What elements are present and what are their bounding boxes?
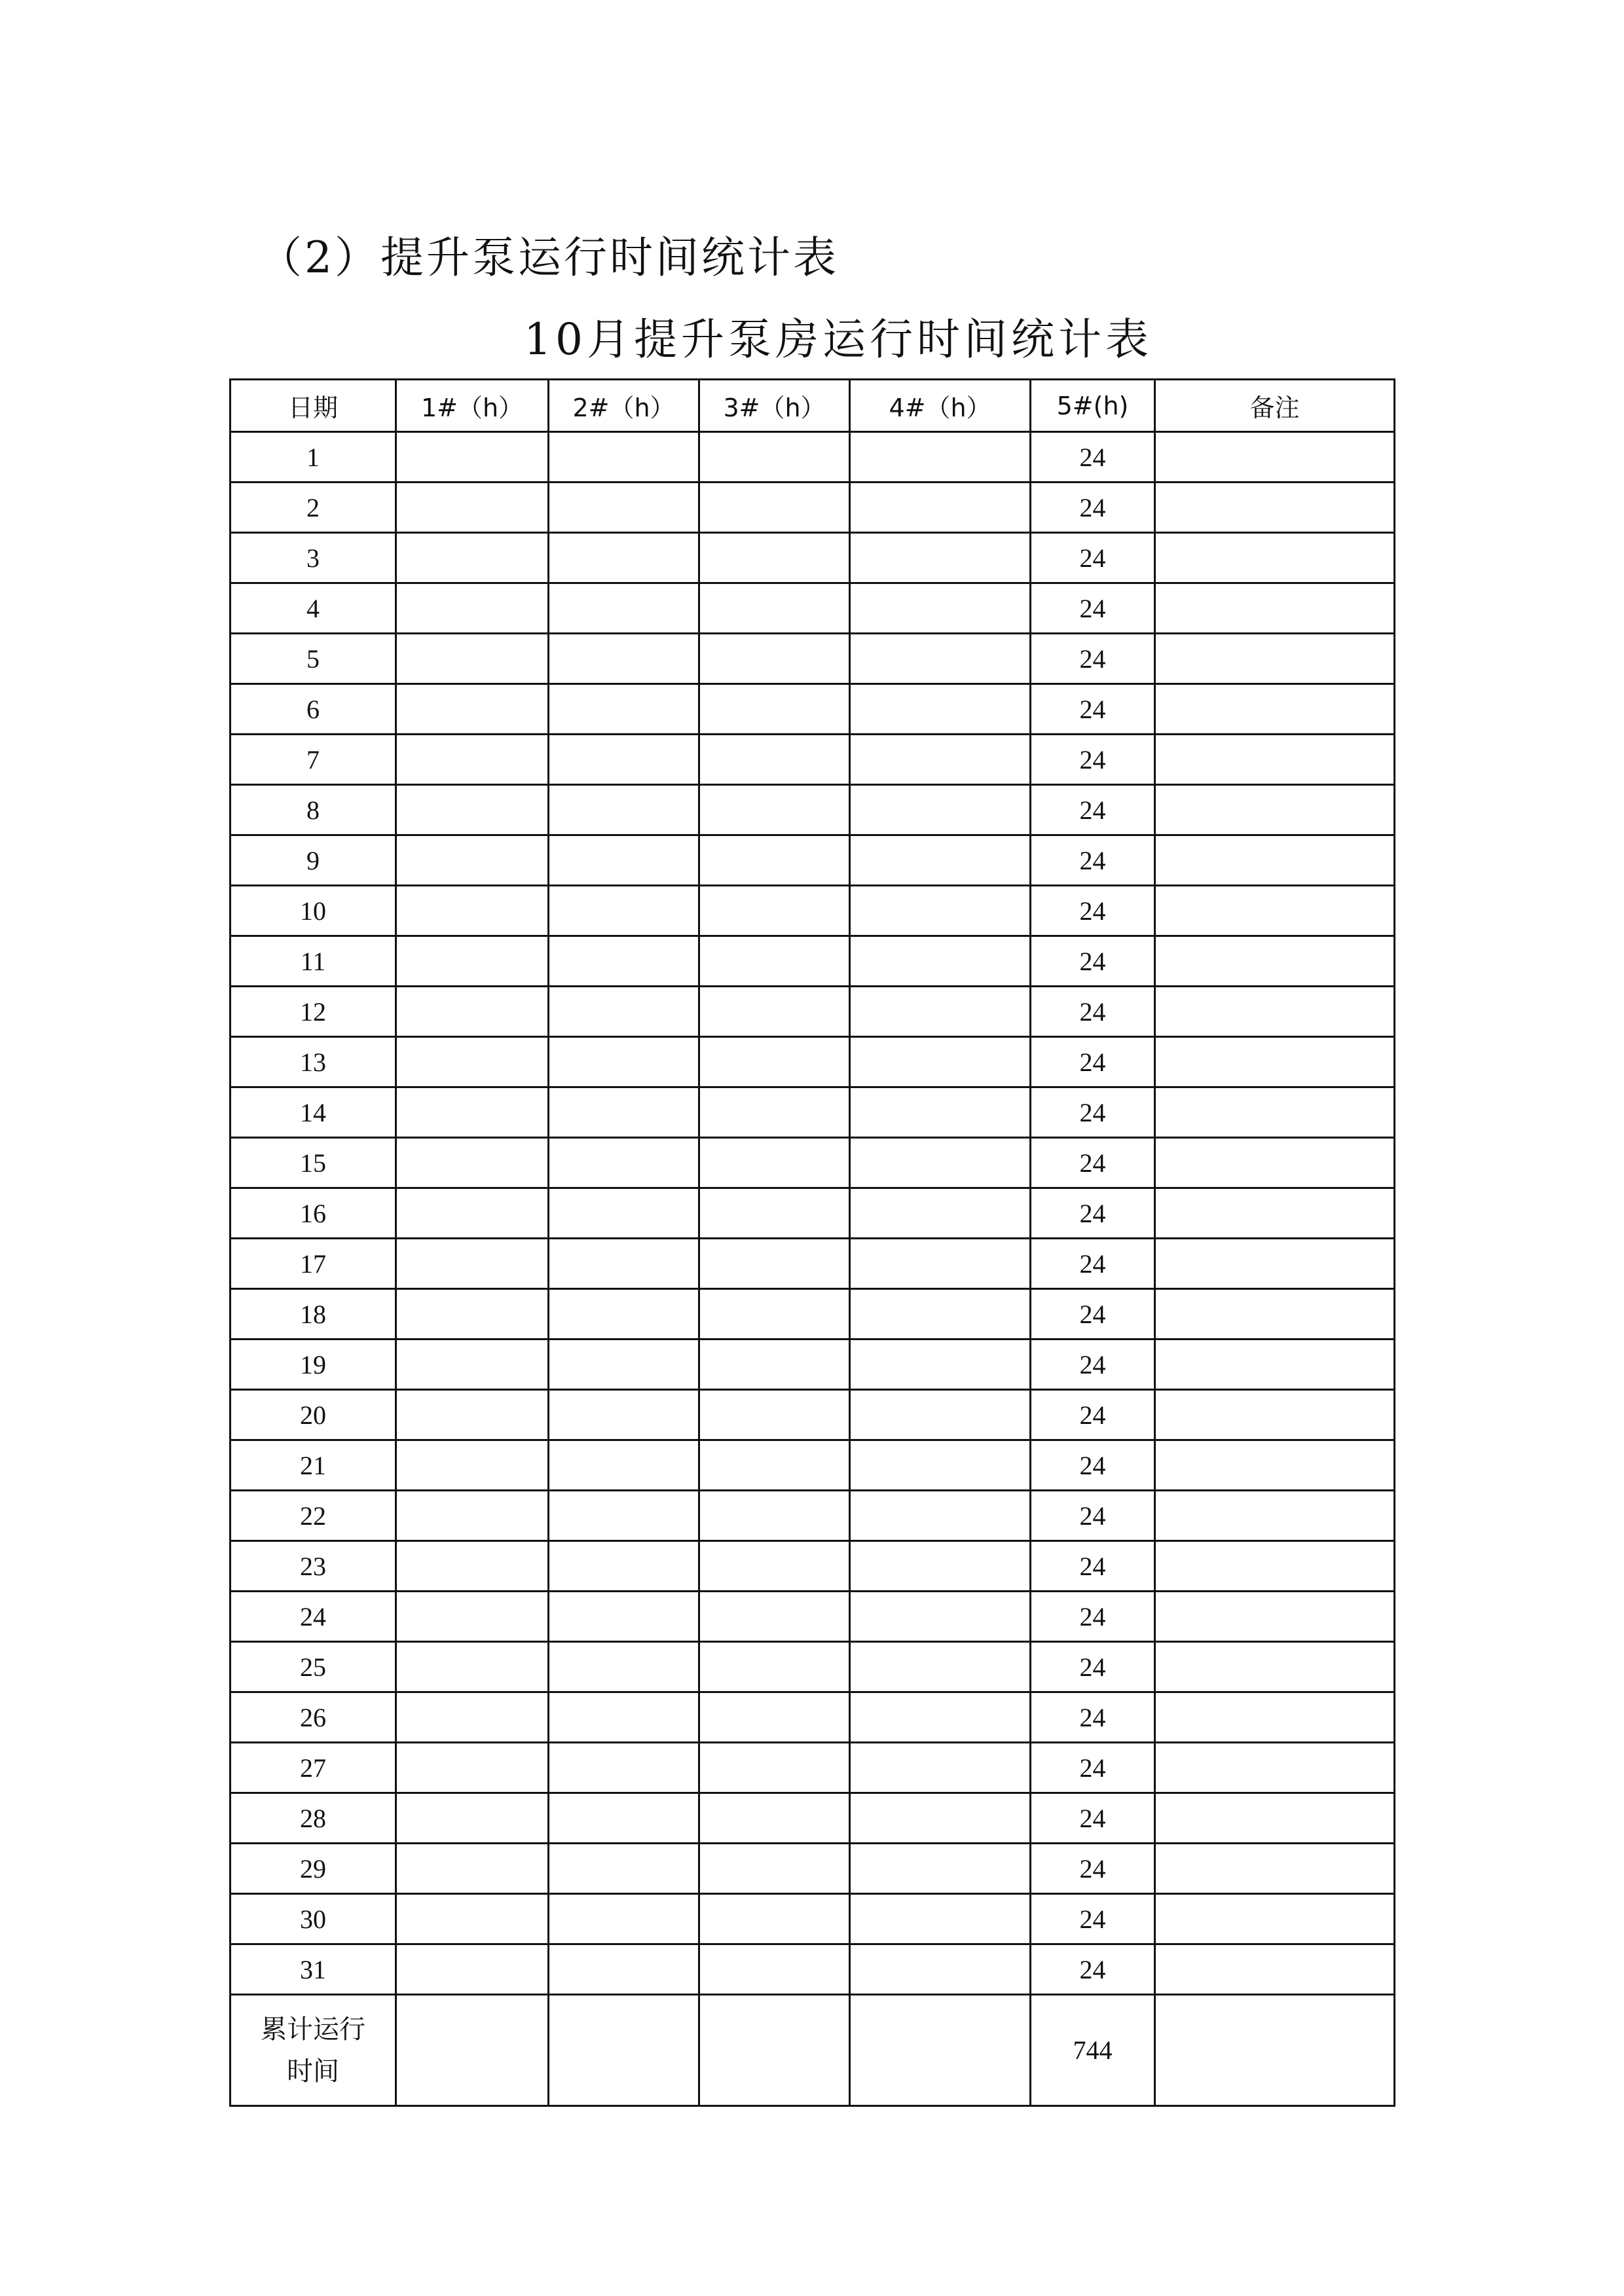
cell-pump-2 xyxy=(549,1440,699,1491)
cell-pump-4 xyxy=(850,1390,1031,1440)
cell-pump-3 xyxy=(699,432,850,483)
cell-remarks xyxy=(1155,1743,1395,1793)
cell-pump-2 xyxy=(549,432,699,483)
cell-pump-4 xyxy=(850,1440,1031,1491)
table-row xyxy=(231,936,1395,987)
cell-pump-2 xyxy=(549,1239,699,1289)
cell-pump-4 xyxy=(850,1743,1031,1793)
cell-pump-4 xyxy=(850,785,1031,835)
table-row xyxy=(231,533,1395,583)
cell-pump-5: 24 xyxy=(1031,1087,1155,1138)
table-body xyxy=(231,432,1395,2106)
header-pump-2: 2#（h） xyxy=(549,380,699,432)
cell-pump-2 xyxy=(549,1037,699,1087)
cell-pump-5: 24 xyxy=(1031,1692,1155,1743)
cell-pump-3 xyxy=(699,483,850,533)
header-date: 日期 xyxy=(231,380,396,432)
cell-pump-1 xyxy=(396,886,549,936)
total-cell-pump-4 xyxy=(850,1995,1031,2106)
cell-remarks xyxy=(1155,1138,1395,1188)
cell-pump-4 xyxy=(850,483,1031,533)
cell-pump-5: 24 xyxy=(1031,1239,1155,1289)
table-row xyxy=(231,1037,1395,1087)
cell-pump-4 xyxy=(850,1188,1031,1239)
cell-pump-3 xyxy=(699,987,850,1037)
cell-pump-4 xyxy=(850,936,1031,987)
cell-pump-3 xyxy=(699,634,850,684)
cell-date: 23 xyxy=(231,1541,396,1592)
header-pump-5: 5#(h) xyxy=(1031,380,1155,432)
cell-pump-5: 24 xyxy=(1031,1491,1155,1541)
cell-pump-1 xyxy=(396,1440,549,1491)
table-title: 10月提升泵房运行时间统计表 xyxy=(524,314,1153,365)
cell-pump-1 xyxy=(396,1541,549,1592)
cell-pump-4 xyxy=(850,1642,1031,1692)
cell-pump-2 xyxy=(549,835,699,886)
cell-pump-4 xyxy=(850,684,1031,735)
cell-date: 21 xyxy=(231,1440,396,1491)
cell-remarks xyxy=(1155,1844,1395,1894)
cell-remarks xyxy=(1155,1087,1395,1138)
cell-pump-4 xyxy=(850,1289,1031,1339)
cell-pump-1 xyxy=(396,1339,549,1390)
cell-pump-4 xyxy=(850,1037,1031,1087)
cell-pump-3 xyxy=(699,1339,850,1390)
cell-pump-3 xyxy=(699,1743,850,1793)
cell-pump-4 xyxy=(850,1944,1031,1995)
cell-pump-1 xyxy=(396,1087,549,1138)
cell-pump-2 xyxy=(549,583,699,634)
total-cell-pump-2 xyxy=(549,1995,699,2106)
cell-remarks xyxy=(1155,634,1395,684)
table-row xyxy=(231,1491,1395,1541)
cell-date: 12 xyxy=(231,987,396,1037)
cell-pump-5: 24 xyxy=(1031,684,1155,735)
cell-date: 28 xyxy=(231,1793,396,1844)
cell-date: 13 xyxy=(231,1037,396,1087)
table-row xyxy=(231,1592,1395,1642)
cell-pump-1 xyxy=(396,1239,549,1289)
cell-pump-2 xyxy=(549,533,699,583)
cell-pump-4 xyxy=(850,1087,1031,1138)
table-row xyxy=(231,1339,1395,1390)
table-row xyxy=(231,886,1395,936)
cell-pump-5: 24 xyxy=(1031,1390,1155,1440)
cell-pump-5: 24 xyxy=(1031,785,1155,835)
table-row xyxy=(231,583,1395,634)
cell-date: 22 xyxy=(231,1491,396,1541)
cell-remarks xyxy=(1155,1894,1395,1944)
cell-pump-1 xyxy=(396,1138,549,1188)
cell-remarks xyxy=(1155,483,1395,533)
cell-pump-3 xyxy=(699,1793,850,1844)
cell-date: 29 xyxy=(231,1844,396,1894)
cell-remarks xyxy=(1155,1642,1395,1692)
total-cell-pump-5: 744 xyxy=(1031,1995,1155,2106)
cell-remarks xyxy=(1155,886,1395,936)
cell-pump-4 xyxy=(850,835,1031,886)
cell-pump-3 xyxy=(699,1239,850,1289)
cell-date: 19 xyxy=(231,1339,396,1390)
cell-pump-5: 24 xyxy=(1031,1138,1155,1188)
header-pump-3: 3#（h） xyxy=(699,380,850,432)
cell-pump-5: 24 xyxy=(1031,735,1155,785)
cell-pump-2 xyxy=(549,936,699,987)
table-row xyxy=(231,735,1395,785)
cell-pump-4 xyxy=(850,1239,1031,1289)
cell-date: 30 xyxy=(231,1894,396,1944)
cell-pump-2 xyxy=(549,1642,699,1692)
cell-pump-1 xyxy=(396,684,549,735)
cell-remarks xyxy=(1155,1289,1395,1339)
section-heading: （2）提升泵运行时间统计表 xyxy=(259,232,839,283)
cell-pump-3 xyxy=(699,785,850,835)
cell-pump-4 xyxy=(850,1138,1031,1188)
cell-remarks xyxy=(1155,1339,1395,1390)
total-cell-remarks xyxy=(1155,1995,1395,2106)
cell-remarks xyxy=(1155,1037,1395,1087)
cell-date: 8 xyxy=(231,785,396,835)
cell-remarks xyxy=(1155,1390,1395,1440)
cell-pump-3 xyxy=(699,533,850,583)
cell-pump-3 xyxy=(699,886,850,936)
cell-pump-3 xyxy=(699,1491,850,1541)
cell-pump-1 xyxy=(396,1289,549,1339)
cell-pump-2 xyxy=(549,785,699,835)
cell-pump-3 xyxy=(699,1138,850,1188)
table-row xyxy=(231,987,1395,1037)
cell-date: 18 xyxy=(231,1289,396,1339)
cell-pump-2 xyxy=(549,1894,699,1944)
table-row xyxy=(231,1642,1395,1692)
cell-pump-2 xyxy=(549,987,699,1037)
table-row xyxy=(231,432,1395,483)
cell-remarks xyxy=(1155,1188,1395,1239)
cell-pump-3 xyxy=(699,835,850,886)
cell-remarks xyxy=(1155,1692,1395,1743)
cell-pump-1 xyxy=(396,483,549,533)
cell-pump-1 xyxy=(396,432,549,483)
cell-pump-4 xyxy=(850,1541,1031,1592)
cell-pump-4 xyxy=(850,583,1031,634)
header-pump-1: 1#（h） xyxy=(396,380,549,432)
cell-pump-5: 24 xyxy=(1031,432,1155,483)
total-cell-pump-3 xyxy=(699,1995,850,2106)
cell-date: 16 xyxy=(231,1188,396,1239)
cell-remarks xyxy=(1155,1944,1395,1995)
cell-pump-3 xyxy=(699,1087,850,1138)
cell-pump-2 xyxy=(549,1793,699,1844)
cell-date: 27 xyxy=(231,1743,396,1793)
table-header-row xyxy=(231,380,1395,432)
cell-pump-5: 24 xyxy=(1031,835,1155,886)
cell-pump-1 xyxy=(396,533,549,583)
cell-date: 10 xyxy=(231,886,396,936)
cell-remarks xyxy=(1155,432,1395,483)
cell-pump-1 xyxy=(396,1894,549,1944)
table-row xyxy=(231,1289,1395,1339)
total-label xyxy=(231,1995,396,2106)
cell-pump-3 xyxy=(699,1592,850,1642)
cell-pump-3 xyxy=(699,936,850,987)
cell-remarks xyxy=(1155,835,1395,886)
cell-pump-4 xyxy=(850,886,1031,936)
cell-remarks xyxy=(1155,1239,1395,1289)
cell-pump-5: 24 xyxy=(1031,1289,1155,1339)
cell-remarks xyxy=(1155,1440,1395,1491)
cell-pump-1 xyxy=(396,1592,549,1642)
cell-pump-1 xyxy=(396,936,549,987)
cell-remarks xyxy=(1155,583,1395,634)
cell-pump-3 xyxy=(699,735,850,785)
table-row xyxy=(231,1894,1395,1944)
cell-pump-1 xyxy=(396,1642,549,1692)
cell-pump-2 xyxy=(549,1844,699,1894)
cell-pump-3 xyxy=(699,1894,850,1944)
table-row xyxy=(231,1138,1395,1188)
cell-pump-4 xyxy=(850,1491,1031,1541)
cell-date: 3 xyxy=(231,533,396,583)
cell-remarks xyxy=(1155,785,1395,835)
table-row xyxy=(231,1692,1395,1743)
cell-pump-2 xyxy=(549,634,699,684)
table-row xyxy=(231,483,1395,533)
cell-remarks xyxy=(1155,1541,1395,1592)
cell-pump-1 xyxy=(396,1844,549,1894)
total-label-line: 累计运行 xyxy=(261,2014,365,2045)
cell-date: 2 xyxy=(231,483,396,533)
cell-pump-1 xyxy=(396,785,549,835)
cell-date: 1 xyxy=(231,432,396,483)
table-row xyxy=(231,1440,1395,1491)
cell-pump-2 xyxy=(549,1692,699,1743)
cell-pump-5: 24 xyxy=(1031,1592,1155,1642)
table-row xyxy=(231,1390,1395,1440)
total-row xyxy=(231,1995,1395,2106)
cell-pump-5: 24 xyxy=(1031,1743,1155,1793)
cell-pump-1 xyxy=(396,987,549,1037)
cell-pump-3 xyxy=(699,583,850,634)
cell-remarks xyxy=(1155,533,1395,583)
cell-pump-3 xyxy=(699,1037,850,1087)
cell-pump-2 xyxy=(549,1541,699,1592)
cell-pump-2 xyxy=(549,1289,699,1339)
cell-remarks xyxy=(1155,1793,1395,1844)
cell-pump-3 xyxy=(699,1944,850,1995)
table-row xyxy=(231,684,1395,735)
cell-pump-5: 24 xyxy=(1031,987,1155,1037)
cell-pump-4 xyxy=(850,987,1031,1037)
cell-pump-5: 24 xyxy=(1031,1944,1155,1995)
cell-pump-4 xyxy=(850,634,1031,684)
cell-date: 17 xyxy=(231,1239,396,1289)
cell-pump-2 xyxy=(549,684,699,735)
cell-date: 4 xyxy=(231,583,396,634)
cell-pump-1 xyxy=(396,735,549,785)
table-row xyxy=(231,1793,1395,1844)
cell-pump-5: 24 xyxy=(1031,1339,1155,1390)
cell-pump-3 xyxy=(699,1642,850,1692)
cell-pump-5: 24 xyxy=(1031,483,1155,533)
cell-pump-5: 24 xyxy=(1031,1541,1155,1592)
cell-pump-2 xyxy=(549,1592,699,1642)
cell-pump-2 xyxy=(549,1743,699,1793)
table-row xyxy=(231,1743,1395,1793)
cell-pump-5: 24 xyxy=(1031,1188,1155,1239)
cell-date: 7 xyxy=(231,735,396,785)
table-row xyxy=(231,1087,1395,1138)
cell-pump-4 xyxy=(850,735,1031,785)
cell-pump-1 xyxy=(396,1188,549,1239)
cell-date: 6 xyxy=(231,684,396,735)
cell-pump-2 xyxy=(549,1138,699,1188)
cell-pump-2 xyxy=(549,735,699,785)
cell-pump-4 xyxy=(850,1339,1031,1390)
cell-date: 24 xyxy=(231,1592,396,1642)
header-pump-4: 4#（h） xyxy=(850,380,1031,432)
cell-date: 26 xyxy=(231,1692,396,1743)
cell-pump-1 xyxy=(396,1037,549,1087)
cell-date: 9 xyxy=(231,835,396,886)
cell-pump-5: 24 xyxy=(1031,1844,1155,1894)
table-row xyxy=(231,1541,1395,1592)
table-row xyxy=(231,1188,1395,1239)
cell-remarks xyxy=(1155,735,1395,785)
cell-pump-3 xyxy=(699,684,850,735)
cell-date: 15 xyxy=(231,1138,396,1188)
cell-pump-4 xyxy=(850,1692,1031,1743)
cell-pump-2 xyxy=(549,1087,699,1138)
cell-pump-2 xyxy=(549,1491,699,1541)
cell-pump-5: 24 xyxy=(1031,634,1155,684)
cell-pump-1 xyxy=(396,1692,549,1743)
cell-date: 25 xyxy=(231,1642,396,1692)
cell-pump-1 xyxy=(396,1743,549,1793)
cell-date: 14 xyxy=(231,1087,396,1138)
cell-date: 11 xyxy=(231,936,396,987)
cell-pump-1 xyxy=(396,634,549,684)
cell-pump-2 xyxy=(549,1390,699,1440)
table-row xyxy=(231,1239,1395,1289)
total-label-line: 时间 xyxy=(287,2056,339,2086)
cell-pump-3 xyxy=(699,1188,850,1239)
cell-pump-5: 24 xyxy=(1031,1894,1155,1944)
cell-pump-5: 24 xyxy=(1031,1037,1155,1087)
cell-date: 20 xyxy=(231,1390,396,1440)
cell-pump-2 xyxy=(549,886,699,936)
cell-pump-5: 24 xyxy=(1031,936,1155,987)
cell-pump-4 xyxy=(850,432,1031,483)
cell-pump-5: 24 xyxy=(1031,533,1155,583)
cell-pump-1 xyxy=(396,835,549,886)
cell-date: 31 xyxy=(231,1944,396,1995)
cell-pump-2 xyxy=(549,1339,699,1390)
table-row xyxy=(231,1844,1395,1894)
cell-pump-5: 24 xyxy=(1031,1440,1155,1491)
cell-remarks xyxy=(1155,684,1395,735)
cell-pump-1 xyxy=(396,1944,549,1995)
cell-pump-5: 24 xyxy=(1031,1642,1155,1692)
total-cell-pump-1 xyxy=(396,1995,549,2106)
cell-date: 5 xyxy=(231,634,396,684)
cell-remarks xyxy=(1155,936,1395,987)
cell-pump-3 xyxy=(699,1844,850,1894)
cell-pump-4 xyxy=(850,1793,1031,1844)
cell-remarks xyxy=(1155,1592,1395,1642)
cell-pump-3 xyxy=(699,1440,850,1491)
cell-pump-3 xyxy=(699,1390,850,1440)
header-remarks: 备注 xyxy=(1155,380,1395,432)
cell-pump-3 xyxy=(699,1692,850,1743)
cell-pump-1 xyxy=(396,1390,549,1440)
cell-pump-5: 24 xyxy=(1031,886,1155,936)
cell-pump-3 xyxy=(699,1541,850,1592)
table-row xyxy=(231,835,1395,886)
cell-pump-4 xyxy=(850,533,1031,583)
cell-pump-1 xyxy=(396,583,549,634)
cell-pump-4 xyxy=(850,1592,1031,1642)
cell-remarks xyxy=(1155,1491,1395,1541)
cell-pump-2 xyxy=(549,483,699,533)
pump-runtime-table xyxy=(229,378,1395,2107)
cell-pump-2 xyxy=(549,1188,699,1239)
cell-pump-5: 24 xyxy=(1031,1793,1155,1844)
cell-pump-1 xyxy=(396,1793,549,1844)
cell-pump-3 xyxy=(699,1289,850,1339)
cell-pump-5: 24 xyxy=(1031,583,1155,634)
table-row xyxy=(231,1944,1395,1995)
cell-pump-2 xyxy=(549,1944,699,1995)
cell-pump-1 xyxy=(396,1491,549,1541)
cell-remarks xyxy=(1155,987,1395,1037)
table-row xyxy=(231,634,1395,684)
cell-pump-4 xyxy=(850,1894,1031,1944)
table-row xyxy=(231,785,1395,835)
cell-pump-4 xyxy=(850,1844,1031,1894)
